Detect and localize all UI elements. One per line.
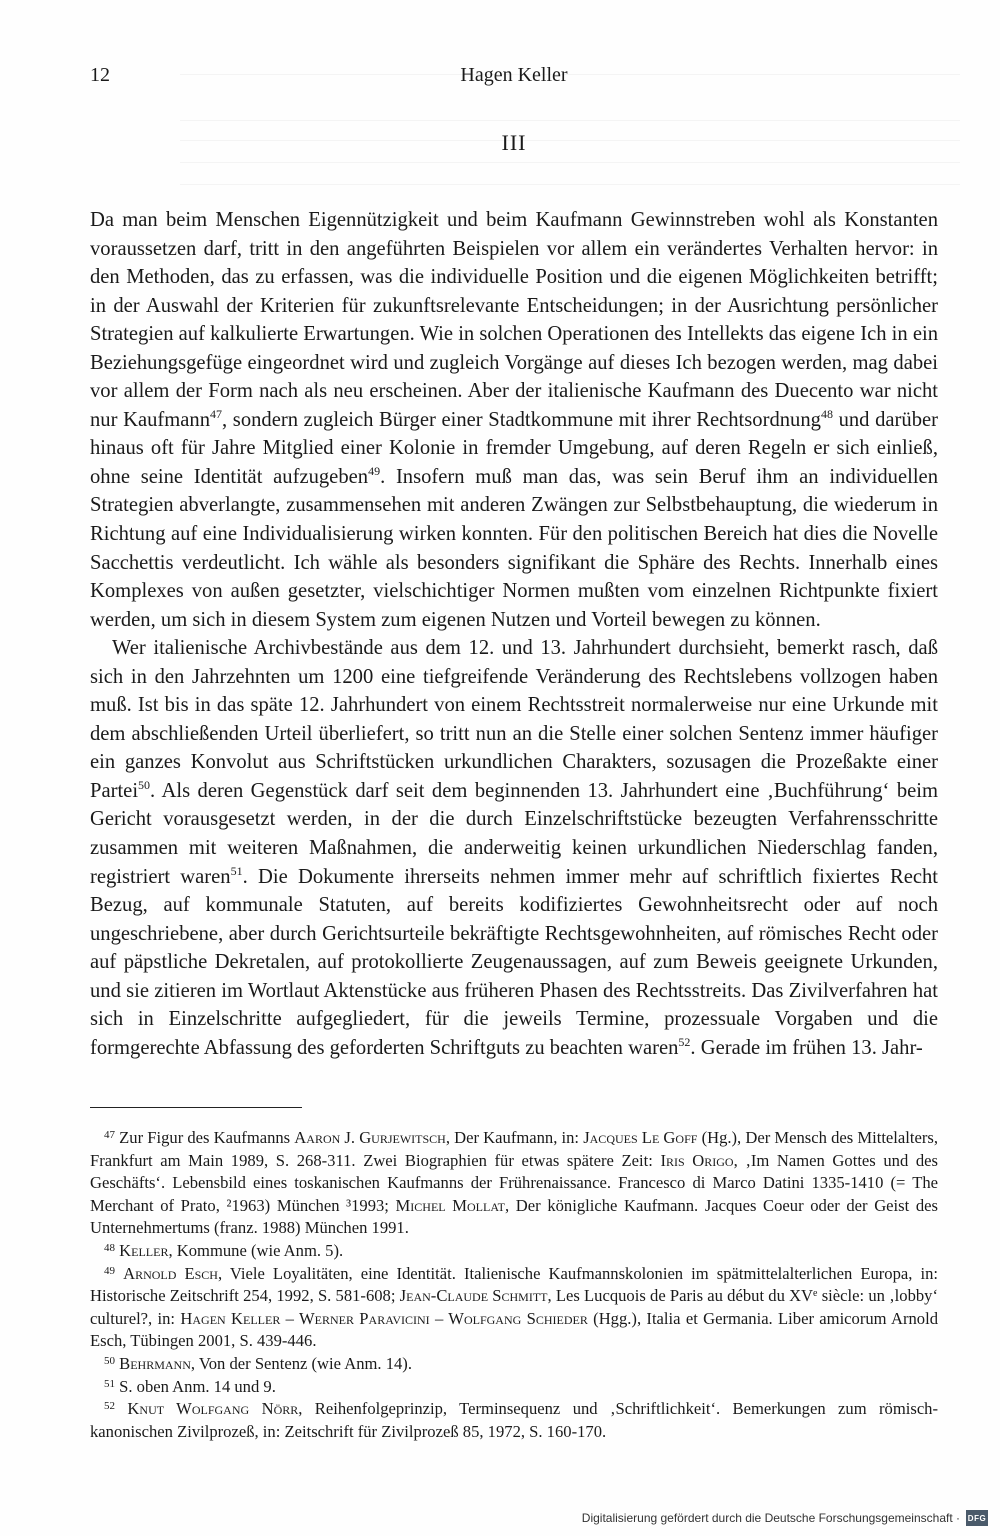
author-name: Arnold Esch xyxy=(123,1263,218,1283)
text-run: , Der königliche Kaufmann. Jacques Coeur oder der Geist des Unternehmertums (franz. 1988) München 1991. xyxy=(90,1195,938,1238)
text-run: , Von der Sentenz (wie Anm. 14). xyxy=(190,1353,412,1373)
body-text xyxy=(90,206,938,1062)
author-name: Aaron J. Gurjewitsch xyxy=(294,1128,446,1147)
text-run: . Als deren Gegenstück darf seit dem beginnenden 13. Jahrhundert eine ‚Buchführung‘ beim Gericht vorausgesetzt werden, in der die durch Einzelschriftstücke bezeugten Verfahrensschritte zusammen mit weiteren Maßnahmen, die anderweitig keinen urkundlichen Niederschlag fanden, registriert waren xyxy=(90,779,938,888)
footnote-ref[interactable]: 48 xyxy=(820,406,833,421)
section-heading: III xyxy=(501,130,527,155)
footnote-52 xyxy=(90,1398,938,1443)
author-name: Knut Wolfgang Nörr xyxy=(127,1399,299,1419)
paragraph xyxy=(90,634,938,1062)
text-run: , Kommune (wie Anm. 5). xyxy=(168,1240,344,1260)
text-run: . Insofern muß man das, was sein Beruf ihm an individuellen Strategien abverlangte, zusammensehen mit anderen Zwängen zur Selbstbehauptung, die wiederum in Richtung auf eine Individualisierung wirken konnten. Für den politischen Bereich hat dies die Novelle Sacchettis verdeutlicht. Ich wähle als besonders signifikant die Sphäre des Rechts. Innerhalb eines Komplexes von außen gesetzter, vielschichtiger Normen mußten vom einzelnen Richtpunkte fixiert werden, um sich in diesem System zum eigenen Nutzen und Vorteil bewegen zu können. xyxy=(90,465,938,631)
superscript: e xyxy=(813,1288,818,1300)
author-name: Jean-Claude Schmitt xyxy=(399,1286,548,1306)
author-name: Michel Mollat xyxy=(395,1195,506,1215)
text-run: , Viele Loyalitäten, eine Identität. Italienische Kaufmannskolonien im spätmittelalterlichen Europa, in: Historische Zeitschrift 254, 1992, S. 581-608; xyxy=(90,1263,939,1306)
dfg-logo-icon: DFG xyxy=(966,1510,988,1526)
footnote-50 xyxy=(90,1353,938,1376)
page-number: 12 xyxy=(90,64,110,86)
footnote-ref[interactable]: 47 xyxy=(210,406,223,421)
text-run: (Hgg.), Italia et Germania. Liber amicorum Arnold Esch, Tübingen 2001, S. 439-446. xyxy=(90,1308,938,1351)
footnote-48 xyxy=(90,1240,938,1263)
running-head: Hagen Keller xyxy=(460,64,568,86)
author-name: Keller xyxy=(119,1240,169,1260)
text-run: (Hg.), Der Mensch des Mittelalters, Frankfurt am Main 1989, S. 268-311. Zwei Biographien für etwas spätere Zeit: xyxy=(90,1128,938,1170)
text-run: . Die Dokumente ihrerseits nehmen immer mehr auf schriftlich fixiertes Recht Bezug, auf kommunale Statuten, auf bereits kodifiziertes Gewohnheitsrecht oder auf noch ungeschriebene, aber durch Gerichtsurteile bekräftigte Rechtsgewohnheiten, auf römisches Recht oder auf päpstliche Dekretalen, auf protokollierte Zeugenaussagen, auf zum Beweis geeignete Urkunden, und sie zitieren im Wortlaut Aktenstücke aus früheren Phasen des Rechtsstreits. Das Zivilverfahren hat sich in Einzelschritte aufgegliedert, für die jeweils Termine, prozessuale Vorgaben und die formgerechte Abfassung des geforderten Schriftguts zu beachten waren xyxy=(90,865,938,1059)
text-run: S. oben Anm. 14 und 9. xyxy=(115,1376,276,1396)
bleed-through-line xyxy=(180,120,960,121)
footnote-divider xyxy=(90,1107,302,1108)
bleed-through-line xyxy=(180,184,960,185)
footnote-ref[interactable]: 52 xyxy=(678,1034,691,1049)
paragraph xyxy=(90,206,938,634)
footnote-ref[interactable]: 49 xyxy=(368,463,381,478)
text-run: , sondern zugleich Bürger einer Stadtkommune mit ihrer Rechtsordnung xyxy=(222,408,821,431)
text-run: , Les Lucquois de Paris au début du XV xyxy=(547,1286,814,1306)
footnote-number: 47 xyxy=(104,1129,115,1141)
text-run: und darüber hinaus oft für Jahre Mitglied einer Kolonie in fremder Umgebung, auf deren Regeln er sich einließ, ohne seine Identität aufzugeben xyxy=(90,408,938,488)
text-run: Da man beim Menschen Eigennützigkeit und beim Kaufmann Gewinnstreben wohl als Konstanten voraussetzen darf, tritt in den angeführten Beispielen vor allem ein verändertes Verhalten hervor: in den Methoden, das zu erfassen, was die individuelle Position und die eigenen Möglichkeiten betrifft; in der Auswahl der Kriterien für zukunftsrelevante Entscheidungen; in der Ausrichtung persönlicher Strategien auf kalkulierte Erwartungen. Wie in solchen Operationen des Intellekts das eigene Ich in ein Beziehungsgefüge eingeordnet wird und zugleich Vorgänge auf dieses Ich bezogen werden, mag dabei vor allem der Form nach als neu erscheinen. Aber der italienische Kaufmann des Duecento war nicht nur Kaufmann xyxy=(90,209,938,431)
footnote-ref[interactable]: 51 xyxy=(230,863,243,878)
digitization-credit xyxy=(582,1508,988,1528)
bleed-through-line xyxy=(180,162,960,163)
text-run: , Der Kaufmann, in: xyxy=(445,1128,584,1147)
footnote-number: 52 xyxy=(104,1400,115,1413)
text-run: , ‚Im Namen Gottes und des Geschäfts‘. Lebensbild eines toskanischen Kaufmanns der Frührenaissance. Francesco di Marco Datini 1335-1410 (= The Merchant of Prato, ²1963) München ³1993; xyxy=(90,1150,938,1215)
text-run: Zur Figur des Kaufmanns xyxy=(115,1128,295,1147)
footnote-number: 51 xyxy=(104,1377,115,1390)
text-run: Wer italienische Archivbestände aus dem 12. und 13. Jahrhundert durchsieht, bemerkt rasch, daß sich in den Jahrzehnten um 1200 eine tiefgreifende Veränderung des Rechtslebens vollzogen haben muß. Ist bis in das späte 12. Jahrhundert von einem Rechtsstreit normalerweise nur eine Urkunde mit dem abschließenden Urteil überliefert, so tritt nun an die Stelle einer solchen Sentenz immer häufiger ein ganzes Konvolut aus Schriftstücken urkundlichen Charakters, sozusagen die Prozeßakte einer Partei xyxy=(90,637,938,802)
author-name: Hagen Keller – Werner Paravicini – Wolfgang Schieder xyxy=(180,1308,588,1328)
footnote-49 xyxy=(90,1263,938,1353)
page-header xyxy=(90,64,938,92)
author-name: Iris Origo xyxy=(660,1150,734,1170)
footnote-ref[interactable]: 50 xyxy=(138,777,151,792)
author-name: Jacques Le Goff xyxy=(583,1128,698,1147)
text-run: . Gerade im frühen 13. Jahr- xyxy=(690,1036,923,1059)
footnote-51 xyxy=(90,1376,938,1399)
author-name: Behrmann xyxy=(119,1353,191,1373)
footnote-47 xyxy=(90,1127,938,1240)
credit-text: Digitalisierung gefördert durch die Deutsche Forschungsgemeinschaft · xyxy=(581,1511,960,1525)
text-run: siècle: un ‚lobby‘ culturel?, in: xyxy=(90,1286,938,1328)
footnote-number: 48 xyxy=(104,1241,115,1254)
footnotes xyxy=(90,1127,938,1443)
text-run: , Reihenfolgeprinzip, Terminsequenz und ‚Schriftlichkeit‘. Bemerkungen zum römisch-kanonischen Zivilprozeß, in: Zeitschrift für Zivilprozeß 85, 1972, S. 160-170. xyxy=(90,1399,939,1441)
footnote-number: 49 xyxy=(104,1264,115,1277)
footnote-number: 50 xyxy=(104,1354,115,1367)
